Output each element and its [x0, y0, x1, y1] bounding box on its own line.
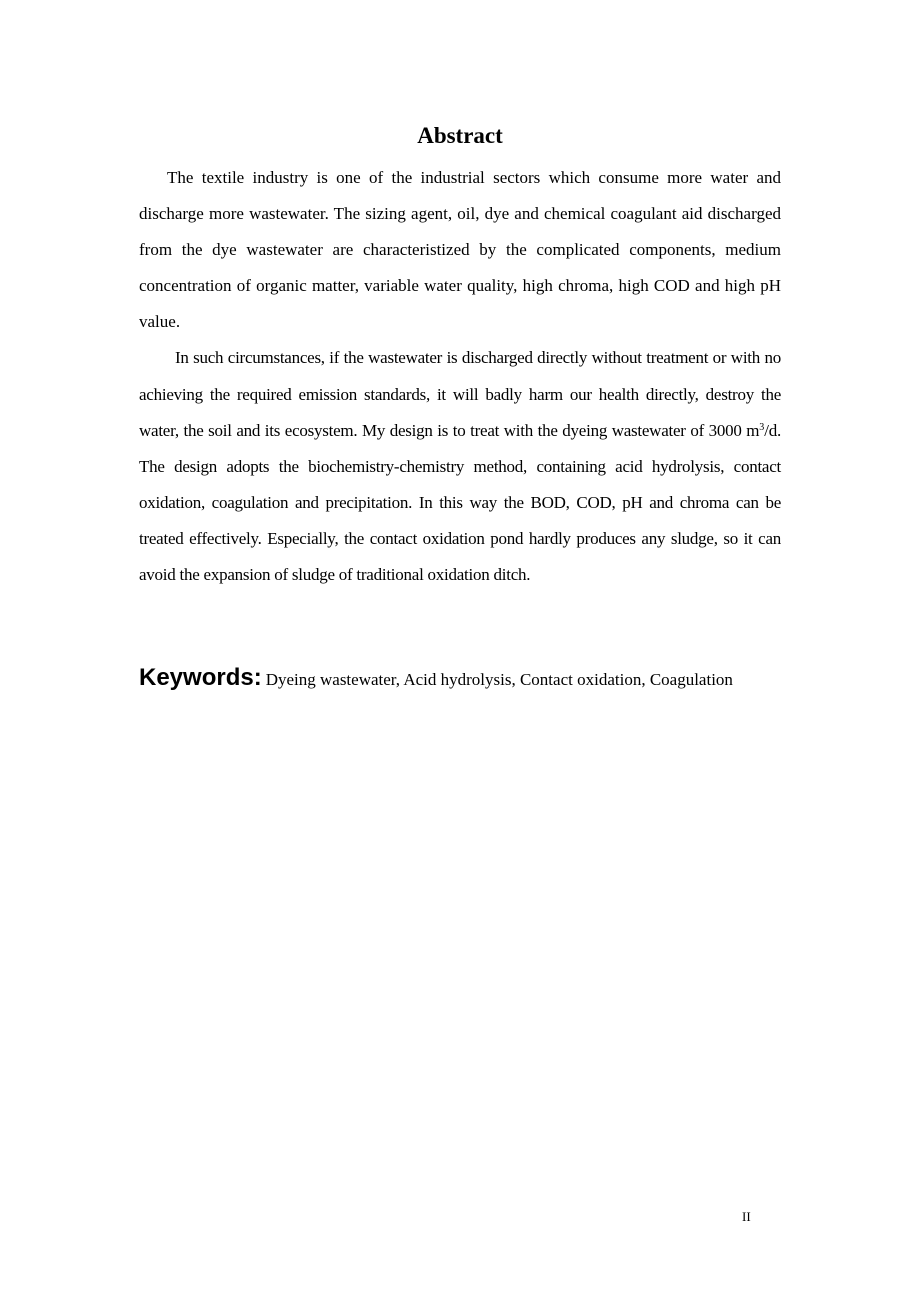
abstract-body — [139, 160, 781, 593]
abstract-paragraph-2-part-1: In such circumstances, if the wastewater is discharged directly without treatment or with no achieving the required emission standards, it will badly harm our health directly, destroy the water, the soil and its ecosystem. My design is to treat with the dyeing wastewater of 3000 m — [139, 348, 781, 440]
cubic-superscript: 3 — [759, 421, 765, 433]
abstract-paragraph-2-part-2: /d. The design adopts the biochemistry-chemistry method, containing acid hydrolysis, contact oxidation, coagulation and precipitation. In this way the BOD, COD, pH and chroma can be treated effectively. Especially, the contact oxidation pond hardly produces any sludge, so it can avoid the expansion of sludge of traditional oxidation ditch. — [139, 420, 781, 585]
keywords-line — [139, 660, 799, 699]
page-number: II — [742, 1209, 751, 1224]
abstract-title: Abstract — [417, 123, 503, 148]
keywords-label: Keywords: — [139, 664, 262, 691]
abstract-paragraph-2 — [139, 340, 781, 593]
keywords-text: Dyeing wastewater, Acid hydrolysis, Contact oxidation, Coagulation — [265, 670, 733, 689]
abstract-paragraph-1: The textile industry is one of the industrial sectors which consume more water and discharge more wastewater. The sizing agent, oil, dye and chemical coagulant aid discharged from the dye wastewater are characteristized by the complicated components, medium concentration of organic matter, variable water quality, high chroma, high COD and high pH value. — [139, 168, 781, 332]
